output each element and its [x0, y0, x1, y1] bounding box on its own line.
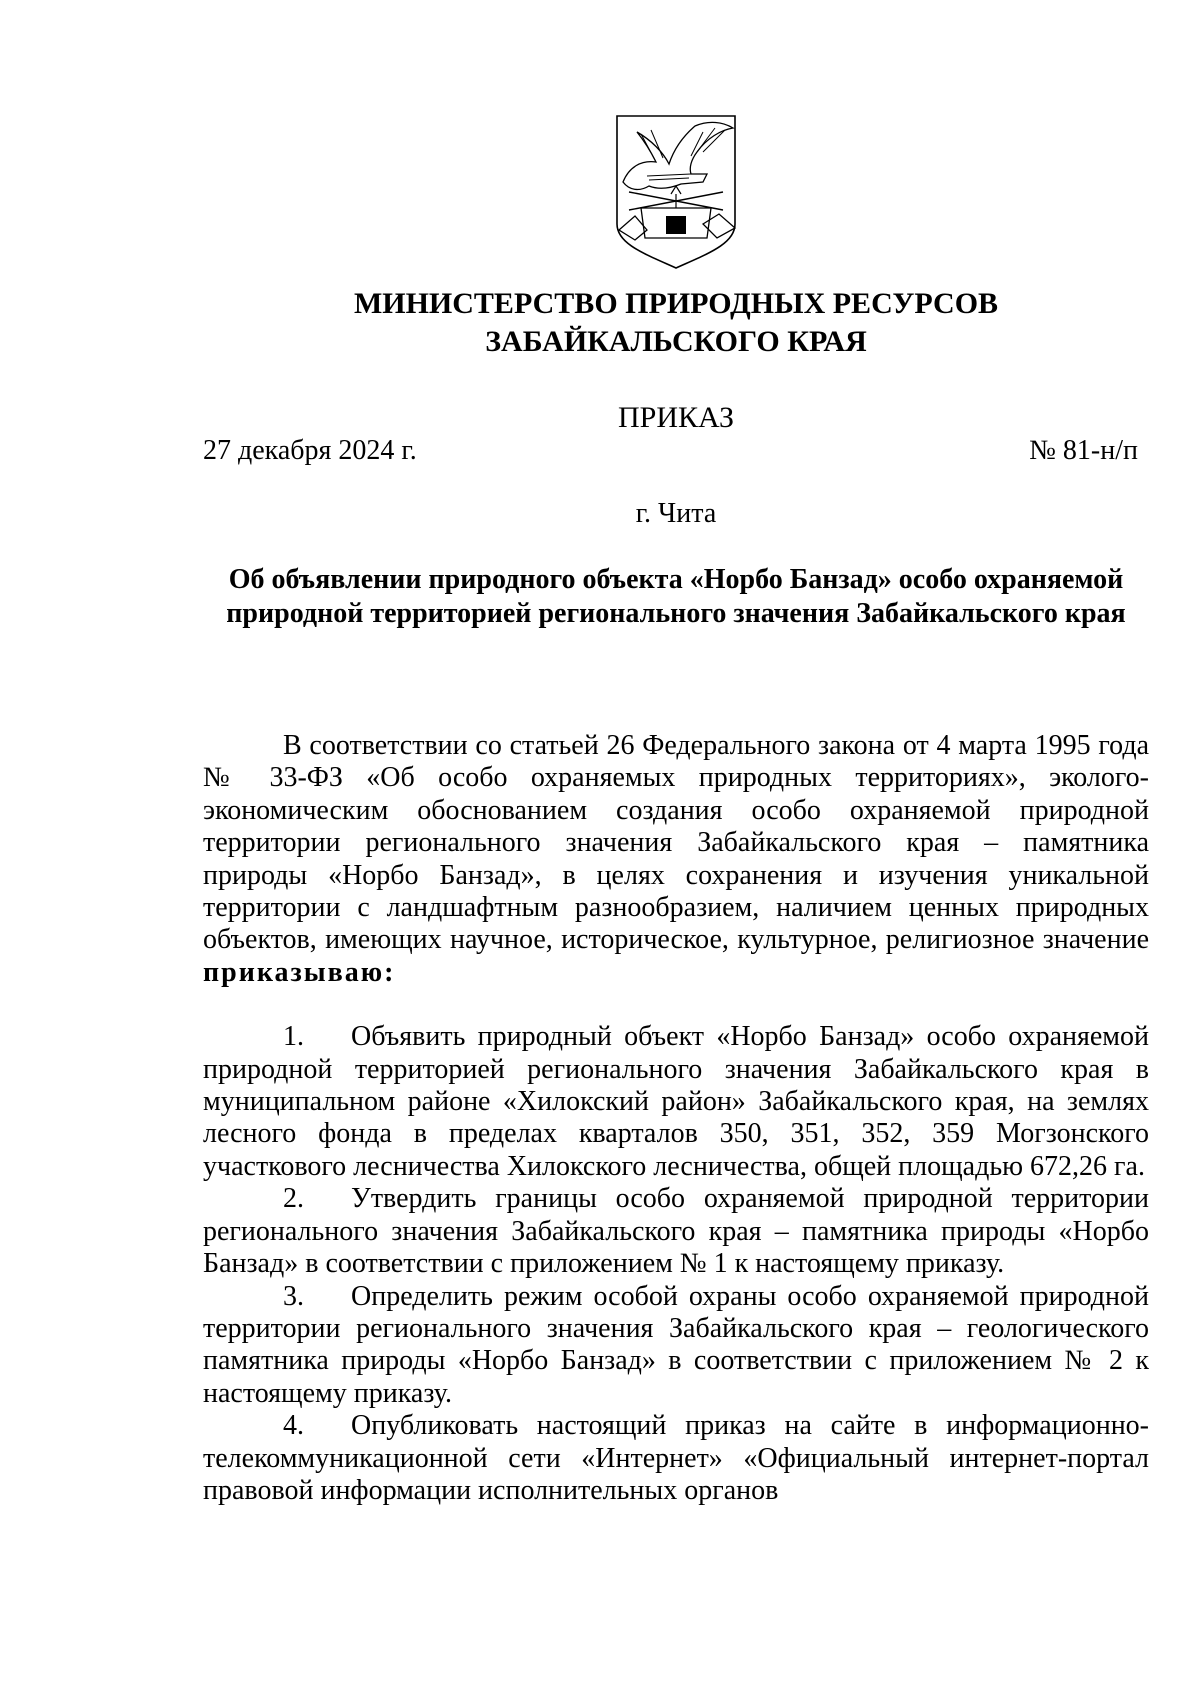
list-item — [203, 1410, 1149, 1507]
document-number: № 81-н/п — [1029, 435, 1138, 466]
document-title: Об объявлении природного объекта «Норбо Банзад» особо охраняемой природной территорией регионального значения Забайкальского края — [226, 564, 1126, 629]
list-item-text: Опубликовать настоящий приказ на сайте в информационно-телекоммуникационной сети «Интернет» «Официальный интернет-портал правовой информации исполнительных органов — [203, 1410, 1149, 1506]
document-type: ПРИКАЗ — [618, 401, 734, 434]
preamble-paragraph — [203, 730, 1149, 989]
list-item-number: 3. — [283, 1280, 304, 1312]
list-item-number: 4. — [283, 1410, 304, 1442]
document-date: 27 декабря 2024 г. — [203, 435, 417, 466]
order-keyword: приказываю: — [203, 956, 396, 988]
list-item — [203, 1183, 1149, 1280]
document-body — [203, 730, 1149, 1507]
ministry-name-line1: МИНИСТЕРСТВО ПРИРОДНЫХ РЕСУРСОВ — [353, 287, 999, 320]
coat-of-arms-icon — [611, 112, 741, 270]
list-item-text: Объявить природный объект «Норбо Банзад» особо охраняемой природной территорией регионального значения Забайкальского края в муниципальном районе «Хилокский район» Забайкальского края, на землях лесного фонда в пределах кварталов 350, 351, 352, 359 Могзонского участкового лесничества Хилокского лесничества, общей площадью 672,26 га. — [203, 1021, 1149, 1182]
ministry-name-line2: ЗАБАЙКАЛЬСКОГО КРАЯ — [485, 325, 867, 358]
list-item — [203, 1021, 1149, 1183]
document-city: г. Чита — [635, 498, 717, 529]
list-item-number: 1. — [283, 1021, 304, 1053]
list-item-number: 2. — [283, 1183, 304, 1215]
preamble-text: В соответствии со статьей 26 Федерального закона от 4 марта 1995 года № 33-ФЗ «Об особо охраняемых природных территориях», эколого-экономическим обоснованием создания особо охраняемой природной территории регионального значения Забайкальского края – памятника природы «Норбо Банзад», в целях сохранения и изучения уникальной территории с ландшафтным разнообразием, наличием ценных природных объектов, имеющих научное, историческое, культурное, религиозное значение — [203, 730, 1149, 956]
list-item — [203, 1281, 1149, 1411]
list-item-text: Утвердить границы особо охраняемой природной территории регионального значения Забайкальского края – памятника природы «Норбо Банзад» в соответствии с приложением № 1 к настоящему приказу. — [203, 1183, 1149, 1280]
list-item-text: Определить режим особой охраны особо охраняемой природной территории регионального значения Забайкальского края – геологического памятника природы «Норбо Банзад» в соответствии с приложением № 2 к настоящему приказу. — [203, 1280, 1149, 1409]
